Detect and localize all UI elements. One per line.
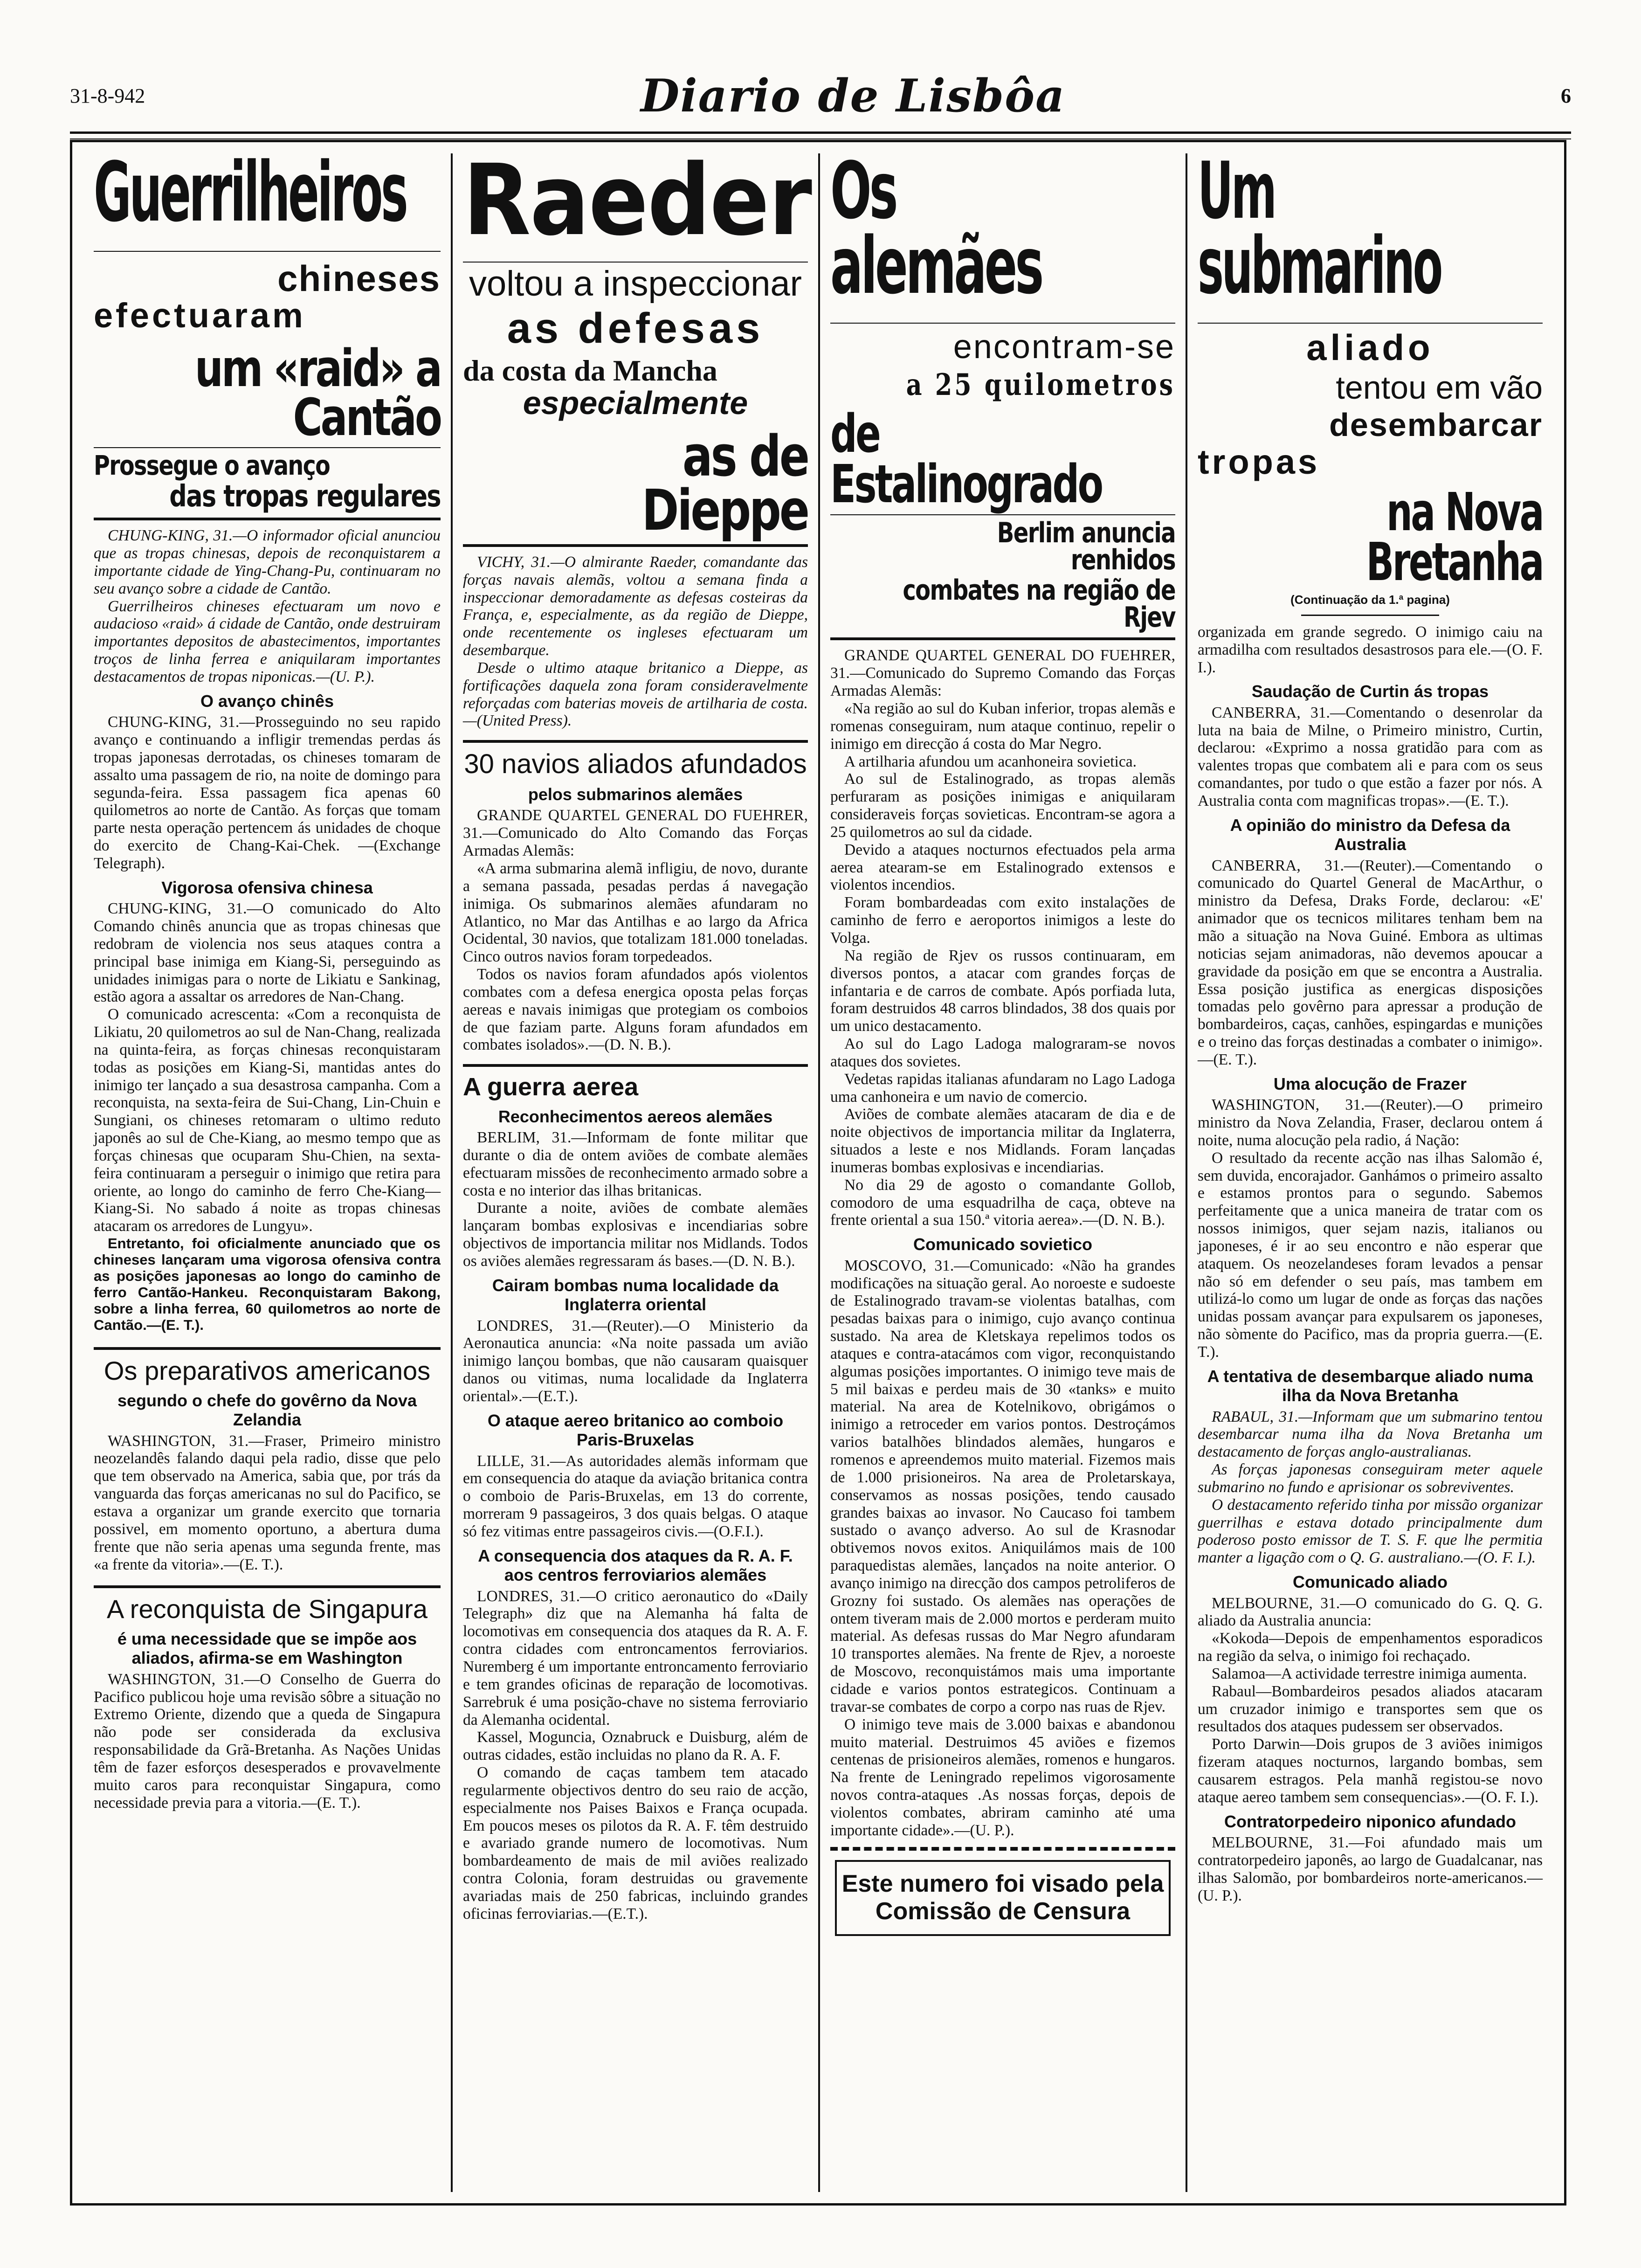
section-heading: Reconhecimentos aereos alemães bbox=[498, 1106, 773, 1126]
headline-os-alemaes: Os alemães bbox=[830, 153, 1042, 312]
column-4 bbox=[1186, 153, 1553, 2192]
section-heading: Contratorpedeiro niponico afundado bbox=[1224, 1812, 1516, 1831]
subhead-berlim-anuncia: Berlim anuncia renhidos bbox=[997, 517, 1175, 576]
continuation-note: (Continuação da 1.ª pagina) bbox=[1290, 592, 1450, 607]
section-heading: Comunicado sovietico bbox=[913, 1235, 1093, 1254]
article-paragraph: Devido a ataques nocturnos efectuados pela arma aerea atearam-se em Estalinogrado extensos e violentos incendios. bbox=[830, 841, 1175, 894]
subhead-efectuaram: efectuaram bbox=[94, 296, 306, 335]
subhead-desembarcar: desembarcar bbox=[1329, 406, 1543, 443]
column-2 bbox=[451, 153, 818, 2192]
article-paragraph: O comando de caças tambem tem atacado regularmente objectivos dentro do seu raio de acção, especialmente nos Paises Baixos e França ocupada. Em poucos meses os pilotos da R. A. F. têm destruido e avariado grande numero de locomotivas. Num bombardeamento de mais de mil aviões realizado contra Colonia, foram destruidas ou gravemente avariadas mais de 250 fabricas, incluindo grandes oficinas ferroviarias.—(E.T.). bbox=[463, 1764, 808, 1922]
article-paragraph: Rabaul—Bombardeiros pesados aliados atacaram um cruzador inimigo e transportes sem que os resultados dos ataques pudessem ser observados. bbox=[1198, 1682, 1543, 1736]
subhead-defesas: as defesas bbox=[507, 304, 764, 352]
article-paragraph: O resultado da recente acção nas ilhas Salomão é, sem duvida, encorajador. Ganhámos o primeiro assalto e estamos prontos para o segundo. Sabemos perfeitamente que a unica maneira de tratar com os nossos inimigos, quer sejam nazis, italianos ou japoneses, é ir ao seu encontro e não esperar que ataquem. Os neozelandeses foram levados a pensar não só em defender o seu país, mas tambem em utilizá-lo como um lugar de onde as forças das nações unidas possam avançar para expulsarem os japoneses, não sòmente do Pacifico, mas da propria guerra.—(E. T.). bbox=[1198, 1149, 1543, 1361]
subhead-tentou-em-vao: tentou em vão bbox=[1336, 369, 1543, 406]
subhead-tropas-regulares: das tropas regulares bbox=[169, 479, 441, 514]
masthead-rule bbox=[70, 131, 1571, 139]
article-paragraph: MOSCOVO, 31.—Comunicado: «Não ha grandes modificações na situação geral. Ao noroeste e sudoeste de Estalinogrado travam-se violentas batalhas, com pesadas baixas para o inimigo, cujo avanço continua sustado. Na area de Kletskaya repelimos todos os ataques e contra-atacámos com vigor, reconquistando algumas posições importantes. O inimigo teve mais de 5 mil baixas e perdeu mais de 30 «tanks» e muito material. Na area de Kotelnikovo, obrigámos o inimigo a retroceder em varios pontos. Destroçámos varios batalhões blindados alemães, hungaros e romenos e apreendemos muito material. Fizemos mais de 1.000 prisioneiros. Na area de Proletarskaya, conservamos as nossas posições, tendo causado grandes baixas ao invasor. No Caucaso foi tambem sustado o avanço adverso. Ao sul de Krasnodar obtivemos novos exitos. Aniquilámos mais de 100 paraquedistas alemães, lançados na noite anterior. O avanço inimigo na direcção dos campos petroliferos de Grozny foi sustado. Os alemães nas operações de ontem tiveram mais de 2.000 mortos e perderam muito material. As defesas russas do Mar Negro afundaram 10 transportes alemães. Na frente de Rjev, a noroeste de Moscovo, reconquistámos mais uma importante cidade e varios pontos estrategicos. Continuam a travar-se combates de corpo a corpo nas ruas de Rjev. bbox=[830, 1257, 1175, 1715]
article-paragraph: Ao sul de Estalinogrado, as tropas alemãs perfuraram as posições inimigas e aniquilaram consideraveis forças sovieticas. Encontram-se agora a 25 quilometros ao sul da cidade. bbox=[830, 770, 1175, 841]
article-paragraph: O destacamento referido tinha por missão organizar guerrilhas e estava dotado principalmente dum poderoso posto emissor de T. S. F. que lhe permitia manter a ligação com o Q. G. australiano.—(O. F. I.). bbox=[1198, 1496, 1543, 1567]
article-paragraph: «Na região ao sul do Kuban inferior, tropas alemãs e romenas conseguiram, num ataque continuo, repelir o inimigo em direcção á costa do Mar Negro. bbox=[830, 700, 1175, 753]
article-paragraph: CANBERRA, 31.—(Reuter).—Comentando o comunicado do Quartel General de MacArthur, o ministro da Defesa, Draks Forde, declarou: «E' animador que os tecnicos militares tenham bem na mão a situação na Nova Guiné. Embora as ultimas noticias sejam animadoras, não devemos apoucar a gravidade da posição em que se encontra a Australia. Essa posição justifica as energicas disposições tomadas pelo govêrno para apressar a produção de bombardeiros, caças, canhões, espingardas e munições e o treino das forças destinadas a combater o inimigo».—(E. T.). bbox=[1198, 857, 1543, 1068]
section-heading: O ataque aereo britanico ao comboio Paris-Bruxelas bbox=[487, 1411, 784, 1450]
article-paragraph: VICHY, 31.—O almirante Raeder, comandante das forças navais alemãs, voltou a semana finda a inspeccionar demoradamente as defesas costeiras da França, e, especialmente, as da região de Dieppe, onde recentemente os ingleses efectuaram um desembarque. bbox=[463, 553, 808, 659]
article-paragraph: LONDRES, 31.—O critico aeronautico do «Daily Telegraph» diz que na Alemanha há falta de locomotivas em consequencia dos ataques da R. A. F. contra cidades com entroncamentos ferroviarios. Nuremberg é um importante entroncamento ferroviario e tem grandes oficinas de reparação de locomotivas. Sarrebruk é uma posição-chave no sistema ferroviario da Alemanha ocidental. bbox=[463, 1587, 808, 1729]
subhead-rjev: combates na região de Rjev bbox=[903, 574, 1175, 634]
column-3 bbox=[818, 153, 1186, 2192]
article-paragraph: WASHINGTON, 31.—O Conselho de Guerra do Pacifico publicou hoje uma revisão sôbre a situação no Extremo Oriente, dizendo que a queda de Singapura não pode ser considerada da exclusiva responsabilidade da Grã-Bretanha. As Nações Unidas têm de fazer esforços desesperados e provavelmente muito caros para reconquistar Singapura, como necessidade previa para a vitoria.—(E. T.). bbox=[94, 1670, 441, 1812]
article-paragraph: Vedetas rapidas italianas afundaram no Lago Ladoga uma canhoneira e um navio de comercio. bbox=[830, 1070, 1175, 1106]
subhead-costa-mancha: da costa da Mancha bbox=[463, 353, 717, 387]
section-heading: A consequencia dos ataques da R. A. F. aos centros ferroviarios alemães bbox=[478, 1546, 793, 1585]
article-paragraph: «Kokoda—Depois de empenhamentos esporadicos na região da selva, o inimigo foi rechaçado. bbox=[1198, 1630, 1543, 1665]
article-paragraph: Guerrilheiros chineses efectuaram um novo e audacioso «raid» á cidade de Cantão, onde destruiram importantes depositos de abastecimentos, importantes troços de linha ferrea e aniquilaram importantes destacamentos de tropas niponicas.—(U. P.). bbox=[94, 597, 441, 685]
article-paragraph: «A arma submarina alemã infligiu, de novo, durante a semana passada, pesadas perdas á navegação inimiga. Os submarinos alemães afundaram no Atlantico, no Mar das Antilhas e ao largo da Africa Ocidental, 30 navios, que totalizam 181.000 toneladas. Cinco outros navios foram torpedeados. bbox=[463, 860, 808, 966]
subhead-25-quilometros: a 25 quilometros bbox=[906, 367, 1175, 402]
headline-estalinogrado: de Estalinogrado bbox=[830, 404, 1102, 515]
article-paragraph: organizada em grande segredo. O inimigo caiu na armadilha com resultados desastrosos para ele.—(O. F. I.). bbox=[1198, 623, 1543, 676]
subhead-nova-zelandia: segundo o chefe do govêrno da Nova Zelandia bbox=[117, 1390, 417, 1430]
section-heading: Saudação de Curtin ás tropas bbox=[1251, 682, 1489, 701]
section-heading: A opinião do ministro da Defesa da Australia bbox=[1230, 815, 1510, 854]
article-paragraph: Kassel, Moguncia, Oznabruck e Duisburg, além de outras cidades, estão incluidas no plano da R. A. F. bbox=[463, 1729, 808, 1764]
article-paragraph: LONDRES, 31.—(Reuter).—O Ministerio da Aeronautica anuncia: «Na noite passada um avião inimigo lançou bombas, que não causaram quaisquer danos ou vitimas, numa localidade da Inglaterra oriental».—(E.T.). bbox=[463, 1317, 808, 1405]
article-paragraph: CHUNG-KING, 31.—O informador oficial anunciou que as tropas chinesas, depois de reconquistarem a importante cidade de Ying-Chang-Pu, continuaram no seu avanço sobre a cidade de Cantão. bbox=[94, 527, 441, 597]
article-paragraph: BERLIM, 31.—Informam de fonte militar que durante o dia de ontem aviões de combate alemães efectuaram missões de reconhecimento armado sobre a costa e no interior das ilhas britanicas. bbox=[463, 1129, 808, 1199]
article-paragraph: Foram bombardeadas com exito instalações de caminho de ferro e aeroportos inimigos a leste do Volga. bbox=[830, 894, 1175, 947]
article-paragraph: GRANDE QUARTEL GENERAL DO FUEHRER, 31.—Comunicado do Alto Comando das Forças Armadas Alemãs: bbox=[463, 807, 808, 860]
headline-30-navios: 30 navios aliados afundados bbox=[464, 749, 807, 780]
section-heading: A tentativa de desembarque aliado numa ilha da Nova Bretanha bbox=[1207, 1366, 1533, 1405]
subhead-especialmente: especialmente bbox=[523, 385, 748, 422]
subhead-prossegue: Prossegue o avanço bbox=[94, 449, 330, 482]
article-paragraph: RABAUL, 31.—Informam que um submarino tentou desembarcar numa ilha da Nova Bretanha um destacamento de forças anglo-australianas. bbox=[1198, 1408, 1543, 1461]
headline-guerra-aerea: A guerra aerea bbox=[463, 1073, 639, 1101]
article-paragraph: Entretanto, foi oficialmente anunciado que os chineses lançaram uma vigorosa ofensiva contra as posições japonesas ao longo do caminho de ferro Cantão-Hankeu. Reconquistaram Bakong, sobre a linha ferrea, 60 quilometros ao norte de Cantão.—(E. T.). bbox=[94, 1235, 441, 1334]
headline-dieppe: as de Dieppe bbox=[641, 424, 808, 543]
subhead-submarinos: pelos submarinos alemães bbox=[528, 785, 743, 804]
section-heading: Comunicado aliado bbox=[1292, 1572, 1448, 1592]
subhead-singapura: é uma necessidade que se impõe aos aliados, afirma-se em Washington bbox=[117, 1629, 417, 1668]
article-paragraph: Todos os navios foram afundados após violentos combates com a defesa energica oposta pelas forças aereas e navais inimigas que protegiam os comboios de que faziam parte. Alguns foram afundados em combates isolados».—(D. N. B.). bbox=[463, 966, 808, 1054]
article-paragraph: No dia 29 de agosto o comandante Gollob, comodoro de uma esquadrilha de caça, obteve na frente oriental a sua 150.ª vitoria aerea».—(D. N. B.). bbox=[830, 1176, 1175, 1229]
article-paragraph: LILLE, 31.—As autoridades alemãs informam que em consequencia do ataque da aviação britanica contra o comboio de Paris-Bruxelas, em 13 do corrente, morreram 9 passageiros, 3 dos quais belgas. O ataque só fez vitimas entre passageiros civis.—(O.F.I.). bbox=[463, 1452, 808, 1540]
subhead-aliado: aliado bbox=[1306, 326, 1434, 368]
masthead bbox=[70, 65, 1571, 126]
article-paragraph: Porto Darwin—Dois grupos de 3 aviões inimigos fizeram ataques nocturnos, largando bombas, sem causarem estragos. Pela manhã registou-se novo ataque aereo tambem sem consequencias».—(O. F. I.). bbox=[1198, 1736, 1543, 1806]
section-heading: Cairam bombas numa localidade da Inglaterra oriental bbox=[492, 1275, 779, 1314]
newspaper-title: Diario de Lisbôa bbox=[640, 69, 1066, 122]
headline-raid-cantao: um «raid» a Cantão bbox=[194, 338, 441, 448]
article-paragraph: WASHINGTON, 31.—Fraser, Primeiro ministro neozelandês falando daqui pela radio, disse que pelo que tem observado na America, sabia que, por trás da vanguarda das forças americanas no sul do Pacifico, se estava a organizar um grande exercito que tornaria possivel, em momento oportuno, a abertura duma frente que não seria apenas uma segunda frente, mas «a frente da vitoria».—(E. T.). bbox=[94, 1432, 441, 1573]
headline-preparativos: Os preparativos americanos bbox=[103, 1356, 431, 1386]
subhead-encontram-se: encontram-se bbox=[953, 328, 1175, 366]
article-paragraph: Na região de Rjev os russos continuaram, em diversos pontos, a atacar com grandes forças de infantaria e de carros de combate. Após porfiada luta, foram destruidos 48 carros blindados, 38 dos quais por um unico destacamento. bbox=[830, 947, 1175, 1035]
article-paragraph: Desde o ultimo ataque britanico a Dieppe, as fortificações daquela zona foram consideravelmente reforçadas com baterias moveis de artilharia de costa.—(United Press). bbox=[463, 659, 808, 730]
subhead-tropas: tropas bbox=[1198, 442, 1320, 481]
article-paragraph: As forças japonesas conseguiram meter aquele submarino no fundo e aprisionar os sobreviventes. bbox=[1198, 1461, 1543, 1496]
article-paragraph: CANBERRA, 31.—Comentando o desenrolar da luta na baia de Milne, o Primeiro ministro, Curtin, declarou: «Exprimo a nossa gratidão para com as valentes tropas que combatem ali e para com os seus comandantes, por tudo o que estão a fazer por nós. A Australia conta com magnificas tropas».—(E. T.). bbox=[1198, 704, 1543, 809]
headline-um-submarino: Um submarino bbox=[1198, 153, 1441, 312]
article-paragraph: Aviões de combate alemães atacaram de dia e de noite objectivos de importancia militar da Inglaterra, situados a leste e nos Midlands. Foram lançadas inumeras bombas explosivas e incendiarias. bbox=[830, 1106, 1175, 1176]
article-paragraph: Salamoa—A actividade terrestre inimiga aumenta. bbox=[1212, 1665, 1527, 1682]
article-paragraph: Ao sul do Lago Ladoga malograram-se novos ataques dos sovietes. bbox=[830, 1035, 1175, 1070]
section-heading: Uma alocução de Frazer bbox=[1273, 1074, 1467, 1093]
article-paragraph: O inimigo teve mais de 3.000 baixas e abandonou muito material. Destruimos 45 aviões e fizemos centenas de prisioneiros alemães, romenos e hungaros. Na frente de Leningrado repelimos vigorosamente novos contra-ataques .As nossas forças, depois de violentos combates, abriram caminho até uma importante cidade».—(U. P.). bbox=[830, 1715, 1175, 1839]
column-1 bbox=[83, 153, 451, 2192]
headline-guerrilheiros: Guerrilheiros bbox=[94, 153, 407, 240]
article-paragraph: GRANDE QUARTEL GENERAL DO FUEHRER, 31.—Comunicado do Supremo Comando das Forças Armadas Alemãs: bbox=[830, 647, 1175, 700]
headline-raeder: Raeder bbox=[463, 153, 812, 257]
dashed-divider bbox=[830, 1847, 1175, 1851]
article-paragraph: CHUNG-KING, 31.—Prosseguindo no seu rapido avanço e continuando a infligir tremendas perdas ás tropas japonesas derrotadas, os chineses tomaram de assalto uma passagem de rio, na noite de domingo para segunda-feira. Essa passagem fica apenas 60 quilometros ao norte de Cantão. As forças que tomam parte nesta operação pertencem ás unidades de choque do exercito de Chang-Kai-Chek. —(Exchange Telegraph). bbox=[94, 713, 441, 872]
page-frame bbox=[70, 140, 1566, 2206]
section-heading: O avanço chinês bbox=[200, 691, 334, 711]
issue-date: 31-8-942 bbox=[70, 84, 145, 107]
article-paragraph: WASHINGTON, 31.—(Reuter).—O primeiro ministro da Nova Zelandia, Fraser, declarou ontem á noite, numa alocução pela radio, á Nação: bbox=[1198, 1096, 1543, 1149]
article-paragraph: CHUNG-KING, 31.—O comunicado do Alto Comando chinês anuncia que as tropas chinesas que redobram de violencia nos seus ataques contra a principal base inimiga em Kiang-Si, perseguindo as unidades inimigas para o norte de Likiatu e Sankinag, estão agora a assaltar os arredores de Nan-Chang. bbox=[94, 900, 441, 1006]
headline-singapura: A reconquista de Singapura bbox=[106, 1594, 428, 1624]
page-number: 6 bbox=[1560, 84, 1571, 107]
headline-nova-bretanha: na Nova Bretanha bbox=[1366, 482, 1543, 593]
article-paragraph: MELBOURNE, 31.—O comunicado do G. Q. G. aliado da Australia anuncia: bbox=[1198, 1594, 1543, 1630]
article-paragraph: Durante a noite, aviões de combate alemães lançaram bombas explosivas e incendiarias sobre objectivos de importancia militar nos Midlands. Todos os aviões alemães regressaram ás bases.—(D. N. B.). bbox=[463, 1199, 808, 1270]
article-paragraph: A artilharia afundou um acanhoneira sovietica. bbox=[844, 753, 1137, 770]
section-heading: Vigorosa ofensiva chinesa bbox=[161, 878, 373, 897]
censorship-notice: Este numero foi visado pela Comissão de Censura bbox=[835, 1860, 1171, 1936]
article-paragraph: O comunicado acrescenta: «Com a reconquista de Likiatu, 20 quilometros ao sul de Nan-Chang, realizada na quinta-feira, as forças chinesas reconquistaram todas as posições em Kiang-Si, mantidas antes do inimigo ter lançado a sua desastrosa campanha. Com a reconquista, na sexta-feira de Sui-Chang, Lin-Chuin e Sungiani, os chineses retomaram o ultimo reduto japonês ao sul de Che-Kiang, ao mesmo tempo que as forças chinesas que ocuparam Shu-Chien, na sexta-feira continuaram a perseguir o inimigo que retira para oriente, ao longo do caminho de ferro Che-Kiang—Kiang-Si. No sabado á noite as tropas chinesas atacaram os arredores de Lungyu». bbox=[94, 1006, 441, 1235]
subhead-inspeccionar: voltou a inspeccionar bbox=[469, 263, 802, 304]
article-paragraph: MELBOURNE, 31.—Foi afundado mais um contratorpedeiro japonês, ao largo de Guadalcanar, nas ilhas Salomão, por bombardeiros norte-americanos.—(U. P.). bbox=[1198, 1834, 1543, 1904]
subhead-chineses: chineses bbox=[277, 257, 441, 299]
